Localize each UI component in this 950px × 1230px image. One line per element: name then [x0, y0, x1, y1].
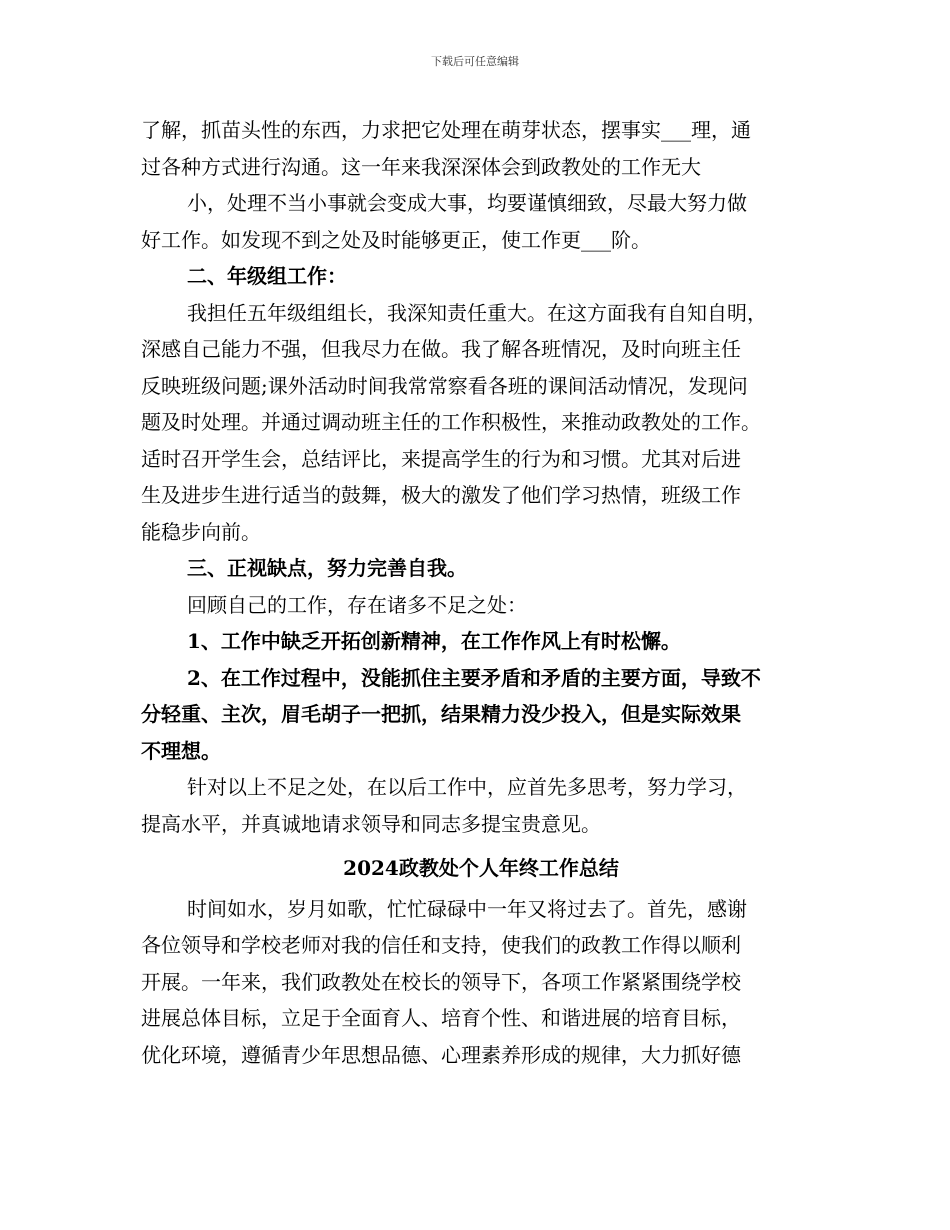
paragraph-line: 回顾自己的工作，存在诸多不足之处： — [187, 592, 527, 617]
list-item: 分轻重、主次，眉毛胡子一把抓，结果精力没少投入，但是实际效果 — [141, 702, 741, 726]
paragraph-line: 进展总体目标，立足于全面育人、培育个性、和谐进展的培育目标， — [141, 1006, 741, 1030]
list-item: 不理想。 — [141, 738, 221, 763]
paragraph-line: 提高水平，并真诚地请求领导和同志多提宝贵意见。 — [141, 811, 601, 836]
page-header: 下载后可任意编辑 — [431, 55, 519, 68]
list-item: 1、工作中缺乏开拓创新精神，在工作作风上有时松懈。 — [187, 629, 681, 653]
paragraph-line: 各位领导和学校老师对我的信任和支持，使我们的政教工作得以顺利 — [141, 933, 741, 957]
paragraph-line: 好工作。如发现不到之处及时能够更正，使工作更___阶。 — [141, 227, 651, 252]
paragraph-line: 优化环境，遵循青少年思想品德、心理素养形成的规律，大力抓好德 — [141, 1042, 741, 1067]
article-title: 2024政教处个人年终工作总结 — [343, 856, 619, 880]
paragraph-line: 题及时处理。并通过调动班主任的工作积极性，来推动政教处的工作。 — [141, 410, 761, 434]
paragraph-line: 针对以上不足之处，在以后工作中，应首先多思考，努力学习， — [187, 775, 747, 799]
section-heading: 三、正视缺点，努力完善自我。 — [187, 556, 467, 580]
paragraph-line: 能稳步向前。 — [141, 519, 261, 544]
paragraph-line: 小，处理不当小事就会变成大事，均要谨慎细致，尽最大努力做 — [187, 191, 747, 215]
paragraph-line: 生及进步生进行适当的鼓舞，极大的激发了他们学习热情，班级工作 — [141, 483, 741, 507]
paragraph-line: 了解，抓苗头性的东西，力求把它处理在萌芽状态，摆事实___理，通 — [141, 118, 751, 142]
paragraph-line: 深感自己能力不强，但我尽力在做。我了解各班情况，及时向班主任 — [141, 337, 741, 361]
paragraph-line: 过各种方式进行沟通。这一年来我深深体会到政教处的工作无大 — [141, 154, 701, 179]
document-body — [141, 112, 821, 1073]
paragraph-line: 时间如水，岁月如歌，忙忙碌碌中一年又将过去了。首先，感谢 — [187, 896, 747, 921]
list-item: 2、在工作过程中，没能抓住主要矛盾和矛盾的主要方面，导致不 — [187, 665, 761, 690]
section-heading: 二、年级组工作： — [187, 264, 347, 288]
paragraph-line: 适时召开学生会，总结评比，来提高学生的行为和习惯。尤其对后进 — [141, 446, 741, 471]
paragraph-line: 开展。一年来，我们政教处在校长的领导下，各项工作紧紧围绕学校 — [141, 969, 741, 994]
paragraph-line: 我担任五年级组组长，我深知责任重大。在这方面我有自知自明， — [187, 300, 767, 325]
paragraph-line: 反映班级问题;课外活动时间我常常察看各班的课间活动情况，发现问 — [141, 373, 748, 398]
